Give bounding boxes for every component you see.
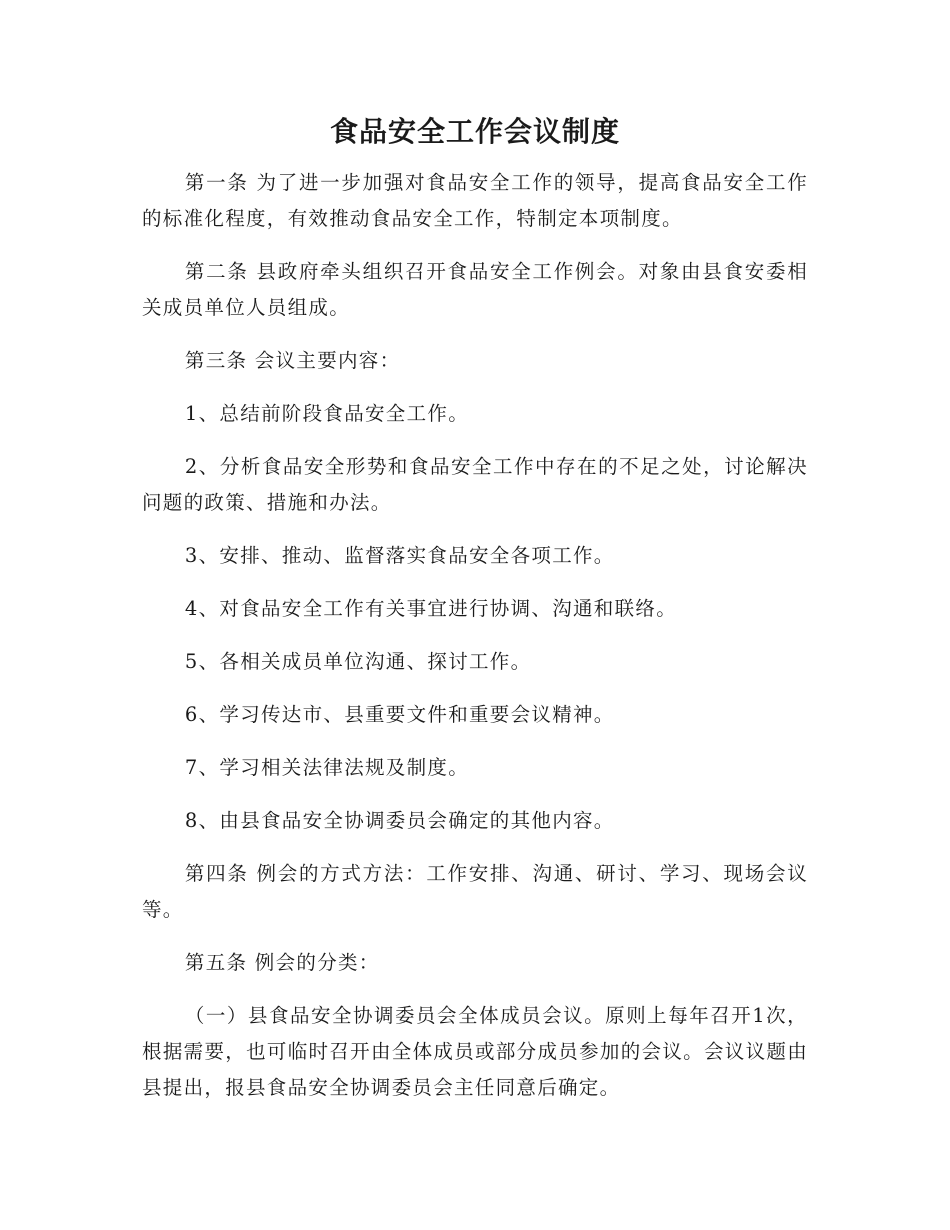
list-item-4: 4、对食品安全工作有关事宜进行协调、沟通和联络。 [184,597,677,620]
paragraph-article-3: 第三条 会议主要内容： [184,349,401,372]
paragraph-subsection-1: （一）县食品安全协调委员会全体成员会议。原则上每年召开1次，根据需要，也可临时召开由全体成员或部分成员参加的会议。会议议题由县提出，报县食品安全协调委员会主任同意后确定。 [142,1004,808,1099]
paragraph-article-1: 第一条 为了进一步加强对食品安全工作的领导，提高食品安全工作的标准化程度，有效推动食品安全工作，特制定本项制度。 [142,171,808,230]
paragraph-article-5: 第五条 例会的分类： [184,951,380,974]
list-item-7: 7、学习相关法律法规及制度。 [184,756,469,779]
list-item-6: 6、学习传达市、县重要文件和重要会议精神。 [184,703,615,726]
paragraph-article-4: 第四条 例会的方式方法：工作安排、沟通、研讨、学习、现场会议等。 [142,862,808,921]
list-item-3: 3、安排、推动、监督落实食品安全各项工作。 [184,544,615,567]
document-title: 食品安全工作会议制度 [329,115,620,148]
list-item-5: 5、各相关成员单位沟通、探讨工作。 [184,650,532,673]
document-body [142,165,808,1123]
list-item-2: 2、分析食品安全形势和食品安全工作中存在的不足之处，讨论解决问题的政策、措施和办法。 [142,455,808,514]
paragraph-article-2: 第二条 县政府牵头组织召开食品安全工作例会。对象由县食安委相关成员单位人员组成。 [142,260,808,319]
list-item-8: 8、由县食品安全协调委员会确定的其他内容。 [184,809,615,832]
list-item-1: 1、总结前阶段食品安全工作。 [184,402,469,425]
